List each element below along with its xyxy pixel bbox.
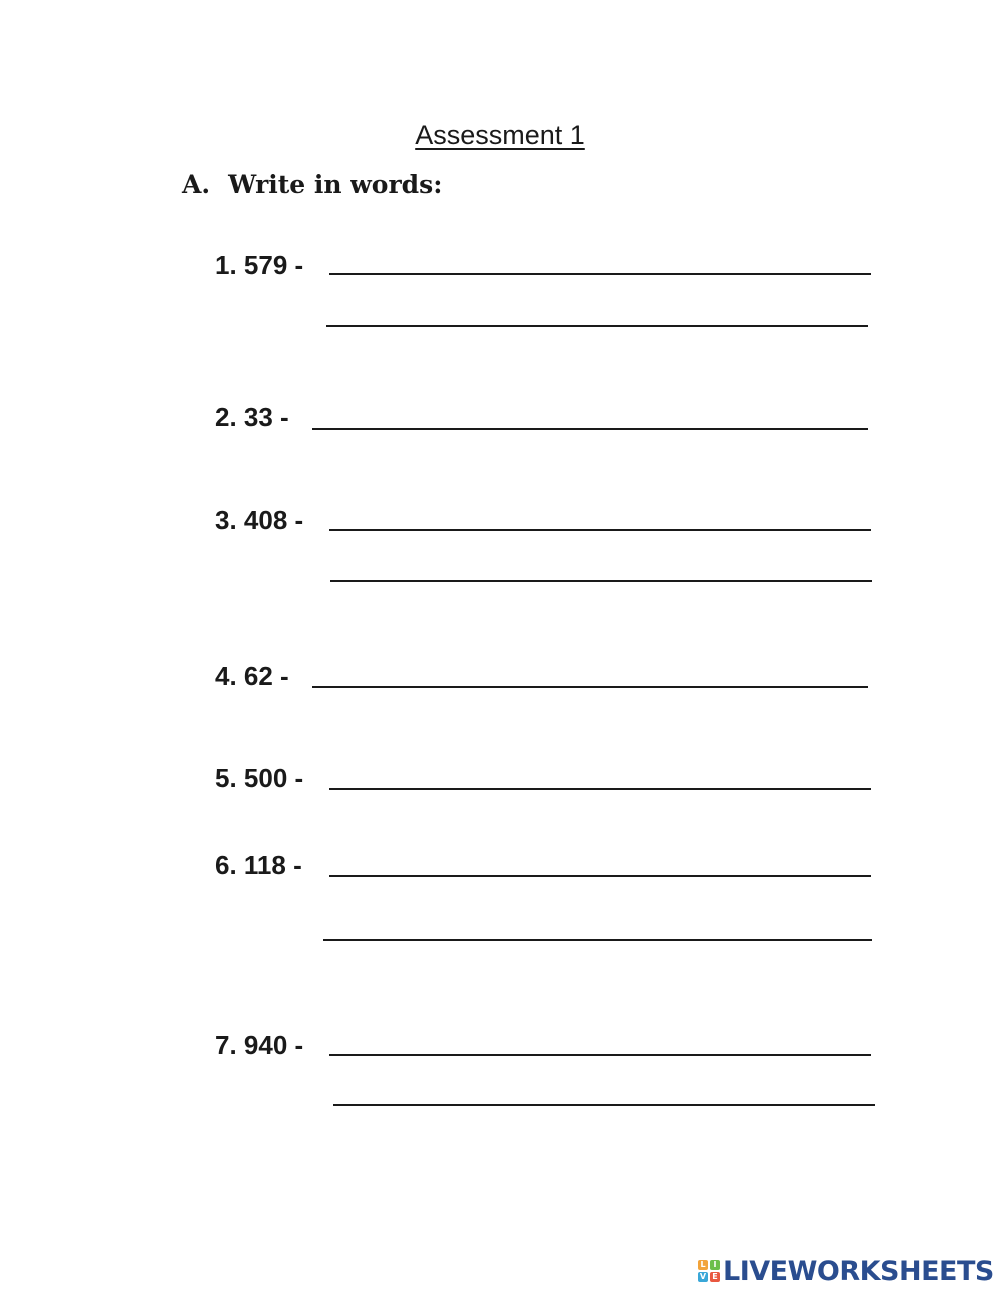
worksheet-title: Assessment 1 [415,120,585,150]
liveworksheets-logo-text: LIVEWORKSHEETS [723,1255,994,1287]
item-3-label: 3. 408 - [215,505,304,535]
item-1-label: 1. 579 - [215,250,304,280]
item-7-answer-line-2[interactable] [333,1104,875,1106]
item-5-answer-line-1[interactable] [329,788,871,790]
item-2-answer-line-1[interactable] [312,428,868,430]
item-4-label: 4. 62 - [215,661,289,691]
logo-tile-l: L [698,1260,708,1270]
item-1-answer-line-1[interactable] [329,273,871,275]
liveworksheets-logo [698,1257,994,1285]
item-6-answer-line-1[interactable] [329,875,871,877]
logo-tile-e: E [710,1272,720,1282]
item-1-answer-line-2[interactable] [326,325,868,327]
item-7-label: 7. 940 - [215,1030,304,1060]
item-2-label: 2. 33 - [215,402,289,432]
liveworksheets-logo-icon [698,1260,720,1282]
logo-tile-i: I [710,1260,720,1270]
item-4-answer-line-1[interactable] [312,686,868,688]
item-6-label: 6. 118 - [215,850,302,880]
section-instruction: Write in words: [228,170,443,199]
item-3-answer-line-1[interactable] [329,529,871,531]
item-3-answer-line-2[interactable] [330,580,872,582]
item-6-answer-line-2[interactable] [323,939,872,941]
item-5-label: 5. 500 - [215,763,304,793]
item-7-answer-line-1[interactable] [329,1054,871,1056]
section-letter: A. [182,170,211,199]
section-a-heading [182,170,442,199]
logo-tile-v: V [699,1272,707,1281]
